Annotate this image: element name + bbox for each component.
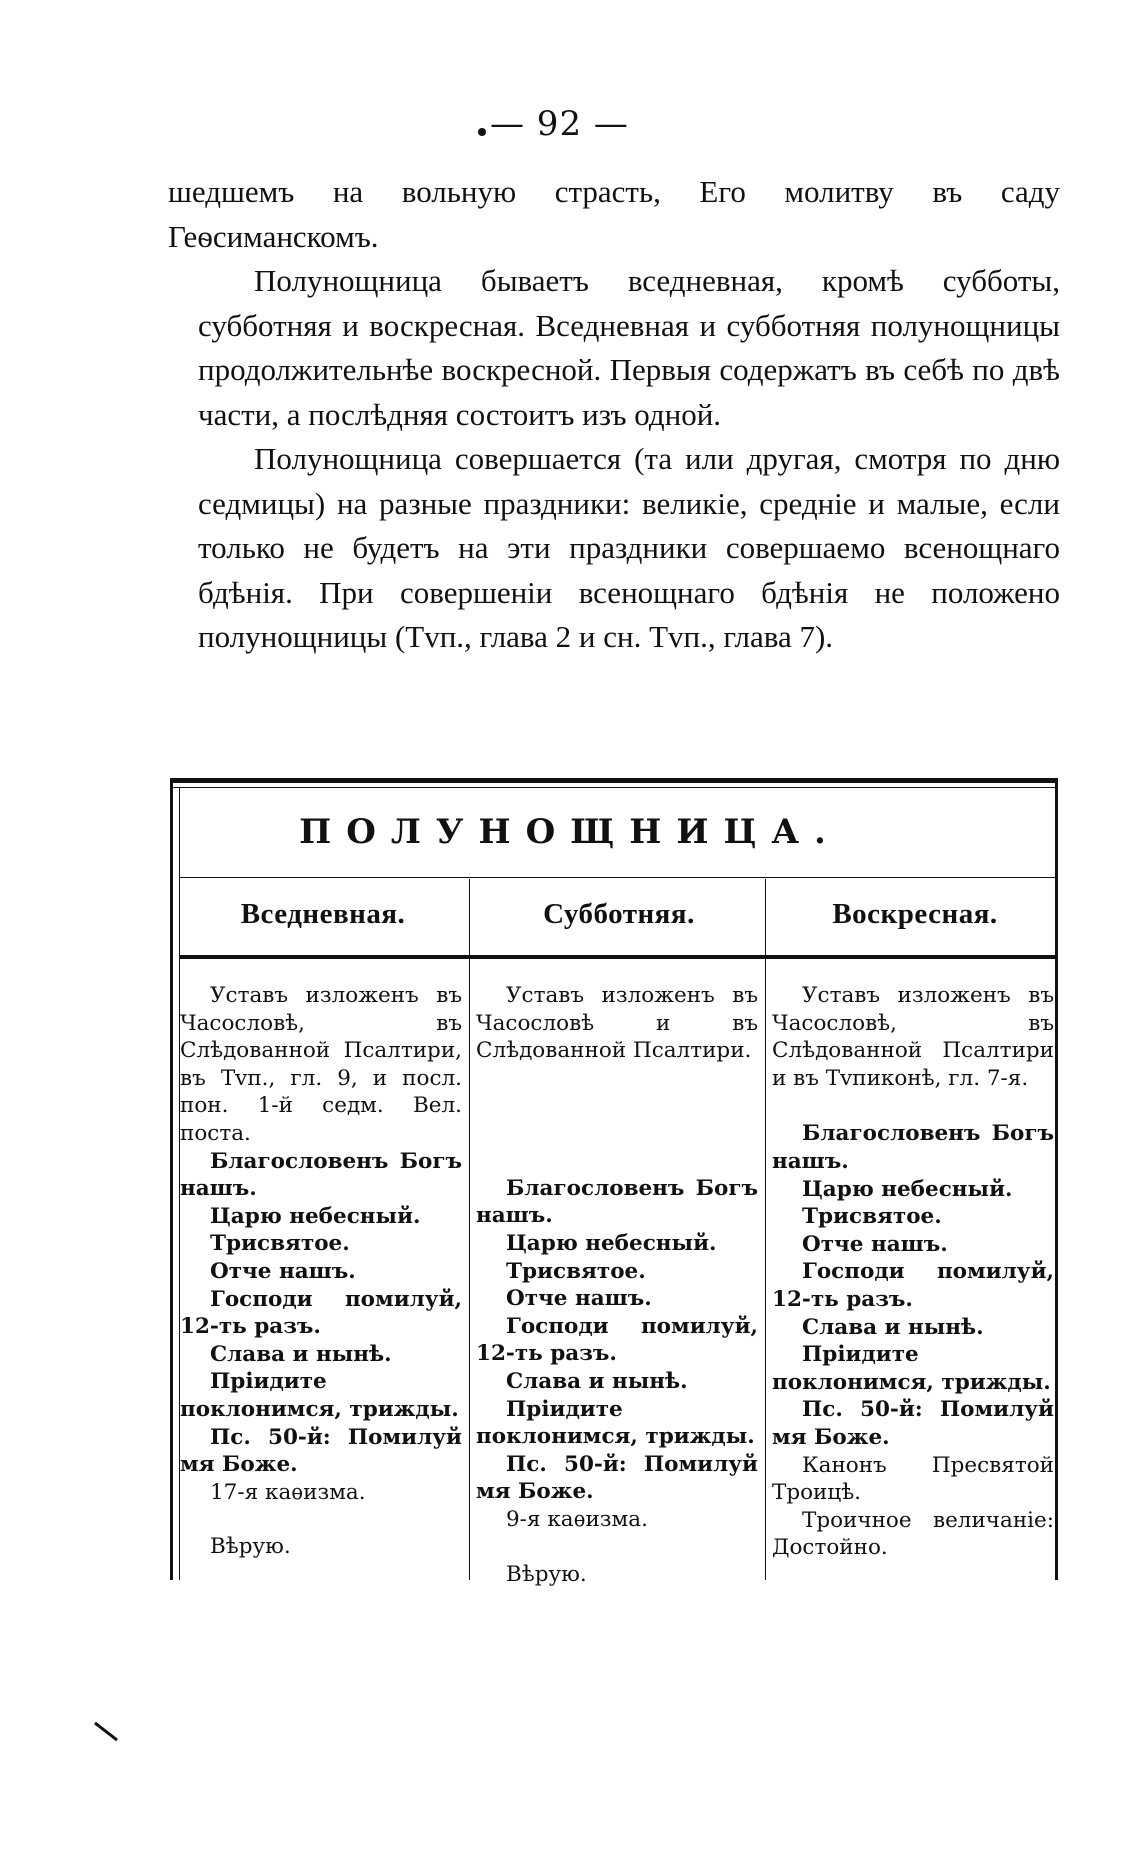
sunday-lord-mercy: Господи помилуй, 12-ть разъ. bbox=[772, 1259, 1054, 1312]
saturday-trisagion: Трисвятое. bbox=[506, 1258, 646, 1284]
paragraph-2: Полунощница бываетъ вседневная, кромѣ субботы, субботняя и воскресная. Вседневная и субботняя полунощницы продолжительнѣе воскресной. Первыя содержатъ въ себѣ по двѣ части, а послѣдняя состоитъ изъ одной. bbox=[198, 263, 1060, 432]
sunday-magnification: Троичное величаніе: Достойно. bbox=[772, 1507, 1054, 1561]
weekday-our-father: Отче нашъ. bbox=[210, 1258, 356, 1284]
sunday-intro: Уставъ изложенъ въ Часословѣ, въ Слѣдованной Псалтири и въ Тvпиконѣ, гл. 7-я. bbox=[772, 983, 1054, 1091]
page-number: — 92 — bbox=[490, 104, 629, 144]
scan-mark bbox=[94, 1722, 118, 1742]
saturday-glory: Слава и нынѣ. bbox=[506, 1368, 688, 1394]
sunday-blessing: Благословенъ Богъ нашъ. bbox=[772, 1121, 1054, 1174]
weekday-king: Царю небесный. bbox=[210, 1203, 421, 1229]
weekday-lord-mercy: Господи помилуй, 12-ть разъ. bbox=[180, 1286, 462, 1340]
sunday-trisagion: Трисвятое. bbox=[802, 1204, 942, 1230]
column-sunday bbox=[772, 982, 1054, 1562]
weekday-creed: Вѣрую. bbox=[210, 1534, 291, 1560]
stray-dot bbox=[478, 128, 486, 136]
weekday-ps50: Пс. 50-й: Помилуй мя Боже. bbox=[180, 1424, 462, 1478]
column-header-sunday: Воскресная. bbox=[832, 898, 998, 930]
table-title: ПОЛУНОЩНИЦА. bbox=[299, 812, 841, 852]
weekday-trisagion: Трисвятое. bbox=[210, 1231, 350, 1257]
sunday-our-father: Отче нашъ. bbox=[802, 1231, 948, 1257]
saturday-king: Царю небесный. bbox=[506, 1230, 717, 1256]
column-header-saturday: Субботняя. bbox=[543, 898, 695, 930]
sunday-king: Царю небесный. bbox=[802, 1176, 1013, 1202]
saturday-creed: Вѣрую. bbox=[506, 1561, 587, 1587]
weekday-blessing: Благословенъ Богъ нашъ. bbox=[180, 1148, 462, 1202]
saturday-lord-mercy: Господи помилуй, 12-ть разъ. bbox=[476, 1313, 758, 1367]
saturday-intro: Уставъ изложенъ въ Часословѣ и въ Слѣдованной Псалтири. bbox=[476, 983, 758, 1064]
sunday-glory: Слава и нынѣ. bbox=[802, 1314, 984, 1340]
weekday-kathisma: 17-я каѳизма. bbox=[210, 1479, 366, 1505]
saturday-our-father: Отче нашъ. bbox=[506, 1286, 652, 1312]
saturday-ps50: Пс. 50-й: Помилуй мя Боже. bbox=[476, 1451, 758, 1505]
column-saturday bbox=[476, 982, 758, 1588]
sunday-ps50: Пс. 50-й: Помилуй мя Боже. bbox=[772, 1397, 1054, 1450]
saturday-come: Пріидите поклонимся, трижды. bbox=[476, 1396, 755, 1450]
weekday-glory: Слава и нынѣ. bbox=[210, 1341, 392, 1367]
column-weekday bbox=[180, 982, 462, 1561]
column-header-weekday: Вседневная. bbox=[240, 898, 406, 930]
saturday-blessing: Благословенъ Богъ нашъ. bbox=[476, 1175, 758, 1229]
sunday-come: Пріидите поклонимся, трижды. bbox=[772, 1342, 1051, 1395]
saturday-kathisma: 9-я каѳизма. bbox=[506, 1506, 648, 1532]
paragraph-3: Полунощница совершается (та или другая, смотря по дню седмицы) на разные праздники: великіе, средніе и малые, если только не будетъ на эти праздники совершаемо всенощнаго бдѣнія. При совершеніи всенощнаго бдѣнія не положено полунощницы (Тvп., глава 2 и сн. Тvп., глава 7). bbox=[198, 441, 1060, 654]
paragraph-1: шедшемъ на вольную страсть, Его молитву въ саду Геѳсиманскомъ. bbox=[168, 174, 1060, 254]
sunday-canon: Канонъ Пресвятой Троицѣ. bbox=[772, 1452, 1054, 1506]
weekday-intro: Уставъ изложенъ въ Часословѣ, въ Слѣдованной Псалтири, въ Тvп., гл. 9, и посл. пон. 1-й седм. Вел. поста. bbox=[180, 983, 462, 1146]
body-text bbox=[168, 170, 1060, 660]
weekday-come: Пріидите поклонимся, трижды. bbox=[180, 1369, 459, 1422]
